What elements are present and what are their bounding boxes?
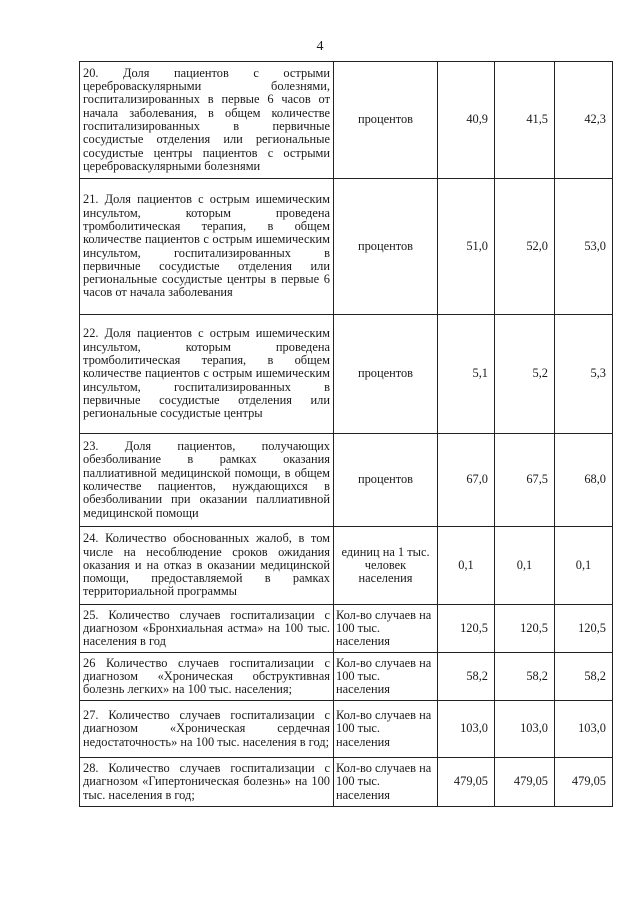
- indicator-name: 23. Доля пациентов, получающих обезболивание в рамках оказания паллиативной медицинской помощи, в общем количестве пациентов, нуждающихся в обезболивании при оказании паллиативной медицинской помощи: [80, 434, 334, 527]
- value-year-1: 67,0: [438, 434, 495, 527]
- indicator-unit: Кол-во случаев на 100 тыс. населения: [334, 653, 438, 701]
- indicator-unit: процентов: [334, 315, 438, 434]
- table-row: [80, 758, 613, 807]
- indicator-name: 28. Количество случаев госпитализации с диагнозом «Гипертоническая болезнь» на 100 тыс. населения в год;: [80, 758, 334, 807]
- indicator-name: 25. Количество случаев госпитализации с диагнозом «Бронхиальная астма» на 100 тыс. населения в год: [80, 605, 334, 653]
- value-year-1: 58,2: [438, 653, 495, 701]
- value-year-3: 5,3: [555, 315, 613, 434]
- indicator-unit: Кол-во случаев на 100 тыс. населения: [334, 758, 438, 807]
- indicator-name: 21. Доля пациентов с острым ишемическим инсультом, которым проведена тромболитическая терапия, в общем количестве пациентов с острым ишемическим инсультом, госпитализированных в первичные сосудистые отделения или региональные сосудистые центры в первые 6 часов от начала заболевания: [80, 179, 334, 315]
- value-year-2: 120,5: [495, 605, 555, 653]
- page-number: 4: [316, 39, 324, 54]
- value-year-1: 40,9: [438, 62, 495, 179]
- value-year-3: 0,1: [555, 527, 613, 605]
- value-year-3: 42,3: [555, 62, 613, 179]
- value-year-1: 0,1: [438, 527, 495, 605]
- value-year-3: 68,0: [555, 434, 613, 527]
- indicator-name: 27. Количество случаев госпитализации с диагнозом «Хроническая сердечная недостаточность» на 100 тыс. населения в год;: [80, 701, 334, 758]
- value-year-2: 479,05: [495, 758, 555, 807]
- indicator-unit: Кол-во случаев на 100 тыс. населения: [334, 701, 438, 758]
- value-year-1: 5,1: [438, 315, 495, 434]
- value-year-3: 53,0: [555, 179, 613, 315]
- value-year-2: 0,1: [495, 527, 555, 605]
- value-year-2: 41,5: [495, 62, 555, 179]
- value-year-1: 51,0: [438, 179, 495, 315]
- indicator-unit: процентов: [334, 62, 438, 179]
- value-year-2: 103,0: [495, 701, 555, 758]
- value-year-3: 103,0: [555, 701, 613, 758]
- indicator-name: 20. Доля пациентов с острыми цереброваскулярными болезнями, госпитализированных в первые 6 часов от начала заболевания, в общем количестве госпитализированных в первичные сосудистые отделения или региональные сосудистые центры пациентов с острыми цереброваскулярными болезнями: [80, 62, 334, 179]
- table-row: [80, 527, 613, 605]
- value-year-3: 120,5: [555, 605, 613, 653]
- table-row: [80, 62, 613, 179]
- value-year-2: 52,0: [495, 179, 555, 315]
- value-year-1: 120,5: [438, 605, 495, 653]
- indicator-unit: Кол-во случаев на 100 тыс. населения: [334, 605, 438, 653]
- table-row: [80, 315, 613, 434]
- value-year-2: 5,2: [495, 315, 555, 434]
- indicator-unit: процентов: [334, 434, 438, 527]
- value-year-3: 479,05: [555, 758, 613, 807]
- table-row: [80, 653, 613, 701]
- value-year-2: 67,5: [495, 434, 555, 527]
- table-row: [80, 701, 613, 758]
- table-row: [80, 605, 613, 653]
- value-year-1: 103,0: [438, 701, 495, 758]
- table-row: [80, 434, 613, 527]
- value-year-3: 58,2: [555, 653, 613, 701]
- table-row: [80, 179, 613, 315]
- indicator-unit: процентов: [334, 179, 438, 315]
- indicator-name: 26 Количество случаев госпитализации с диагнозом «Хроническая обструктивная болезнь легких» на 100 тыс. населения;: [80, 653, 334, 701]
- value-year-2: 58,2: [495, 653, 555, 701]
- indicator-unit: единиц на 1 тыс. человек населения: [334, 527, 438, 605]
- indicator-name: 22. Доля пациентов с острым ишемическим инсультом, которым проведена тромболитическая терапия, в общем количестве пациентов с острым ишемическим инсультом, госпитализированных в первичные сосудистые отделения или региональные сосудистые центры: [80, 315, 334, 434]
- indicators-table: [79, 61, 613, 807]
- indicator-name: 24. Количество обоснованных жалоб, в том числе на несоблюдение сроков ожидания оказания и на отказ в оказании медицинской помощи, предоставляемой в рамках территориальной программы: [80, 527, 334, 605]
- value-year-1: 479,05: [438, 758, 495, 807]
